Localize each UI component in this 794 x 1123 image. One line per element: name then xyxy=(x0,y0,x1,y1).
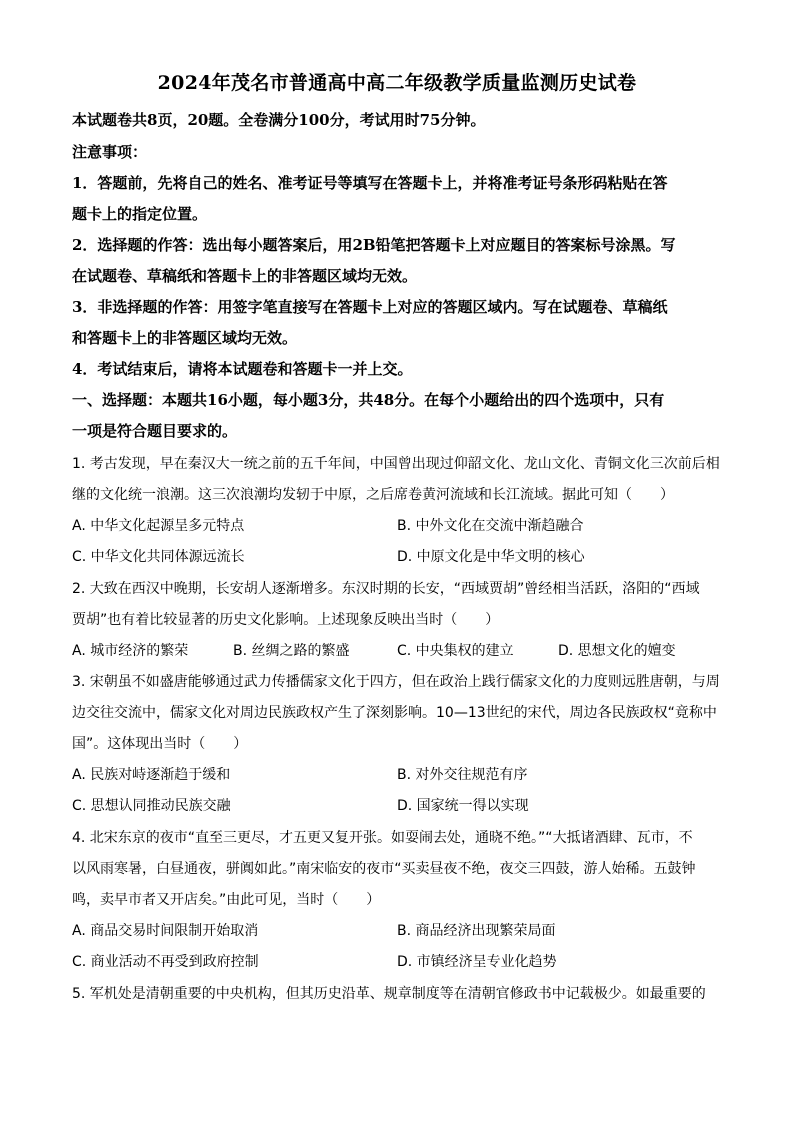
question-4-option-b: B. 商品经济出现繁荣局面 xyxy=(397,923,556,939)
section-heading-line-1: 一、选择题：本题共16小题，每小题3分，共48分。在每个小题给出的四个选项中，只有 xyxy=(72,391,665,409)
question-1-stem-line-1: 1. 考古发现，早在秦汉大一统之前的五千年间，中国曾出现过仰韶文化、龙山文化、青铜文化三次前后相 xyxy=(72,456,720,472)
section-heading-line-2: 一项是符合题目要求的。 xyxy=(72,422,238,440)
question-1-option-d: D. 中原文化是中华文明的核心 xyxy=(397,549,585,565)
note-4-line-1: 4．考试结束后，请将本试题卷和答题卡一并上交。 xyxy=(72,360,413,378)
question-4-option-a: A. 商品交易时间限制开始取消 xyxy=(72,923,259,939)
exam-intro: 本试题卷共8页，20题。全卷满分100分，考试用时75分钟。 xyxy=(72,111,486,129)
question-2-option-a: A. 城市经济的繁荣 xyxy=(72,643,189,659)
note-2-line-1: 2．选择题的作答：选出每小题答案后，用2B铅笔把答题卡上对应题目的答案标号涂黑。写 xyxy=(72,236,676,254)
question-4-stem-line-2: 以风雨寒暑，白昼通夜，骈阗如此。”南宋临安的夜市“买卖昼夜不绝，夜交三四鼓，游人始稀。五鼓钟 xyxy=(72,861,696,877)
question-2-stem-line-1: 2. 大致在西汉中晚期，长安胡人逐渐增多。东汉时期的长安，“西域贾胡”曾经相当活跃，洛阳的“西域 xyxy=(72,581,700,597)
question-1-option-b: B. 中外文化在交流中渐趋融合 xyxy=(397,518,584,534)
page-title: 2024年茂名市普通高中高二年级教学质量监测历史试卷 xyxy=(157,72,637,94)
question-3-option-a: A. 民族对峙逐渐趋于缓和 xyxy=(72,767,231,783)
note-2-line-2: 在试题卷、草稿纸和答题卡上的非答题区域均无效。 xyxy=(72,267,418,285)
question-3-option-b: B. 对外交往规范有序 xyxy=(397,767,528,783)
note-1-line-2: 题卡上的指定位置。 xyxy=(72,205,208,223)
note-3-line-2: 和答题卡上的非答题区域均无效。 xyxy=(72,329,298,347)
question-4-stem-line-1: 4. 北宋东京的夜市“直至三更尽，才五更又复开张。如耍闹去处，通晓不绝。”“大抵诸酒肆、瓦市，不 xyxy=(72,830,693,846)
question-2-option-d: D. 思想文化的嬗变 xyxy=(558,643,676,659)
question-3-stem-line-3: 国”。这体现出当时（ ） xyxy=(72,736,248,752)
question-3-option-d: D. 国家统一得以实现 xyxy=(397,798,529,814)
question-5-stem-line-1: 5. 军机处是清朝重要的中央机构，但其历史沿革、规章制度等在清朝官修政书中记载极少。如最重要的 xyxy=(72,986,706,1002)
question-2-option-c: C. 中央集权的建立 xyxy=(397,643,514,659)
question-3-stem-line-2: 边交往交流中，儒家文化对周边民族政权产生了深刻影响。10—13世纪的宋代，周边各民族政权“竟称中 xyxy=(72,705,717,721)
note-3-line-1: 3．非选择题的作答：用签字笔直接写在答题卡上对应的答题区域内。写在试题卷、草稿纸 xyxy=(72,298,668,316)
question-1-option-c: C. 中华文化共同体源远流长 xyxy=(72,549,245,565)
question-2-stem-line-2: 贾胡”也有着比较显著的历史文化影响。上述现象反映出当时（ ） xyxy=(72,612,500,628)
question-3-option-c: C. 思想认同推动民族交融 xyxy=(72,798,231,814)
question-1-stem-line-2: 继的文化统一浪潮。这三次浪潮均发轫于中原，之后席卷黄河流域和长江流域。据此可知（ ） xyxy=(72,487,674,503)
question-4-stem-line-3: 鸣，卖早市者又开店矣。”由此可见，当时（ ） xyxy=(72,892,381,908)
question-2-option-b: B. 丝绸之路的繁盛 xyxy=(233,643,350,659)
question-1-option-a: A. 中华文化起源呈多元特点 xyxy=(72,518,245,534)
question-4-option-c: C. 商业活动不再受到政府控制 xyxy=(72,954,259,970)
notes-heading: 注意事项： xyxy=(72,143,148,161)
note-1-line-1: 1．答题前，先将自己的姓名、准考证号等填写在答题卡上，并将准考证号条形码粘贴在答 xyxy=(72,174,668,192)
question-3-stem-line-1: 3. 宋朝虽不如盛唐能够通过武力传播儒家文化于四方，但在政治上践行儒家文化的力度则远胜唐朝，与周 xyxy=(72,674,720,690)
question-4-option-d: D. 市镇经济呈专业化趋势 xyxy=(397,954,557,970)
